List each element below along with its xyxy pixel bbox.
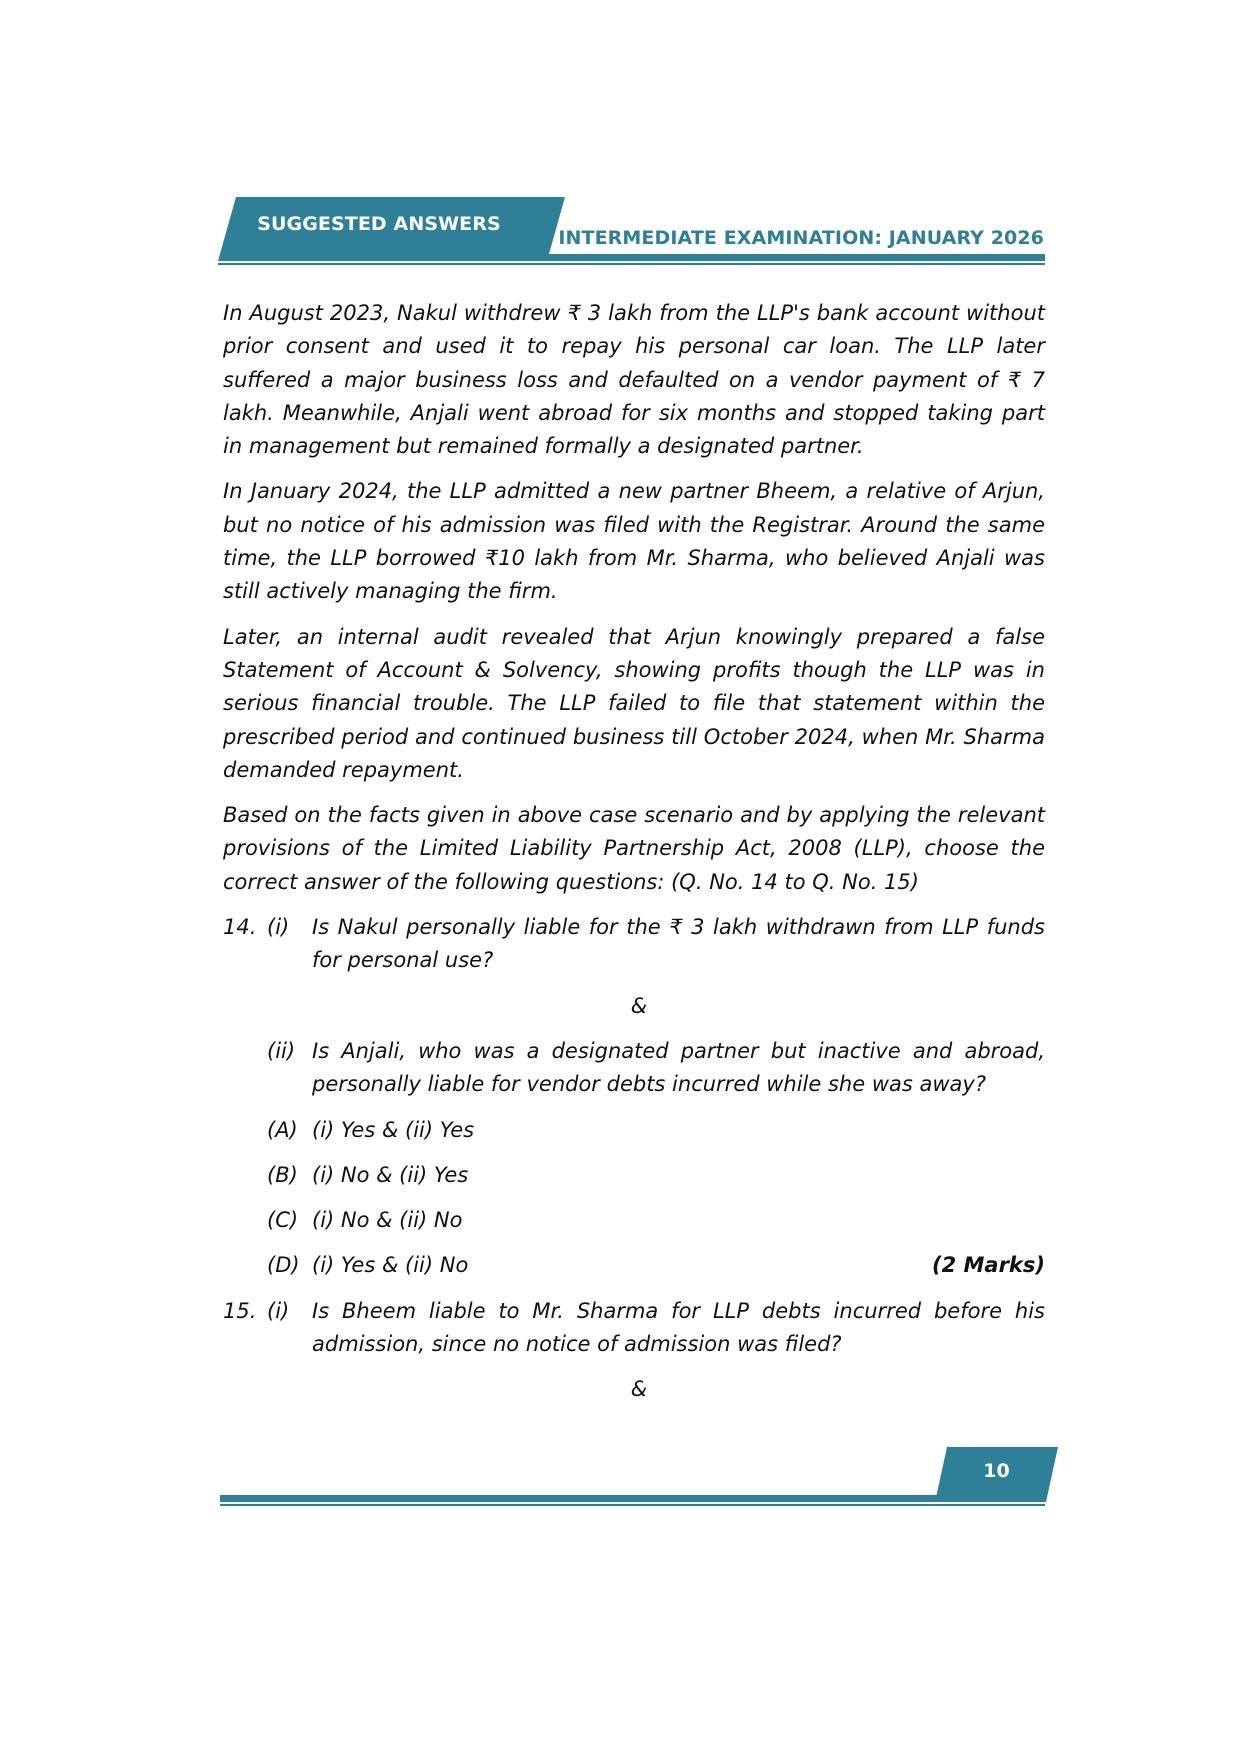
question-14-ampersand: & [630,993,648,1018]
page-number: 10 [983,1460,1010,1482]
question-part-label: (ii) [267,1038,296,1063]
question-text: Is Nakul personally liable for the ₹ 3 lakh withdrawn from LLP funds for personal use? [312,915,1045,973]
marks-label: (2 Marks) [931,1253,1045,1278]
paragraph-2: In January 2024, the LLP admitted a new partner Bheem, a relative of Arjun, but no notice of his admission was filed with the Registrar. Around the same time, the LLP borrowed ₹10 lakh from Mr. Sharma, who believed Anjali was still actively managing the firm. [223,479,1045,604]
option-a [267,1114,1045,1147]
option-b [267,1159,1045,1192]
exam-title: INTERMEDIATE EXAMINATION: JANUARY 2026 [558,227,1044,249]
document-body [223,297,1045,1419]
header-rule-thin [218,263,1045,265]
header-tab-label: SUGGESTED ANSWERS [257,213,501,235]
option-text: (i) No & (ii) No [312,1208,463,1233]
question-15-ampersand: & [630,1377,648,1402]
question-number: 14. [223,915,257,940]
paragraph-3: Later, an internal audit revealed that Arjun knowingly prepared a false Statement of Account & Solvency, showing profits though the LLP was in serious financial trouble. The LLP failed to file that statement within the prescribed period and continued business till October 2024, when Mr. Sharma demanded repayment. [223,624,1045,782]
question-14-part-1 [223,911,1045,978]
option-text: (i) No & (ii) Yes [312,1162,469,1187]
option-label: (A) [267,1117,298,1142]
paragraph-4: Based on the facts given in above case scenario and by applying the relevant provisions of the Limited Liability Partnership Act, 2008 (LLP), choose the correct answer of the following questions: (Q. No. 14 to Q. No. 15) [223,803,1045,894]
question-text: Is Bheem liable to Mr. Sharma for LLP debts incurred before his admission, since no notice of admission was filed? [312,1298,1045,1357]
option-label: (C) [267,1208,299,1233]
question-14-part-2 [267,1035,1045,1102]
option-c [267,1204,1045,1237]
option-d [267,1249,1045,1282]
option-text: (i) Yes & (ii) No [312,1253,469,1278]
question-15-part-1 [223,1295,1045,1362]
header-rule [545,254,1045,261]
paragraph-1: In August 2023, Nakul withdrew ₹ 3 lakh from the LLP's bank account without prior consent and used it to repay his personal car loan. The LLP later suffered a major business loss and defaulted on a vendor payment of ₹ 7 lakh. Meanwhile, Anjali went abroad for six months and stopped taking part in management but remained formally a designated partner. [223,301,1045,459]
option-text: (i) Yes & (ii) Yes [312,1117,475,1142]
question-part-label: (i) [267,915,290,940]
option-label: (D) [267,1253,300,1278]
question-number: 15. [223,1298,257,1323]
option-label: (B) [267,1162,298,1187]
footer-rule-thin [220,1504,1045,1506]
question-part-label: (i) [267,1298,290,1323]
question-text: Is Anjali, who was a designated partner but inactive and abroad, personally liable for vendor debts incurred while she was away? [312,1038,1045,1097]
footer-rule [220,1495,943,1502]
